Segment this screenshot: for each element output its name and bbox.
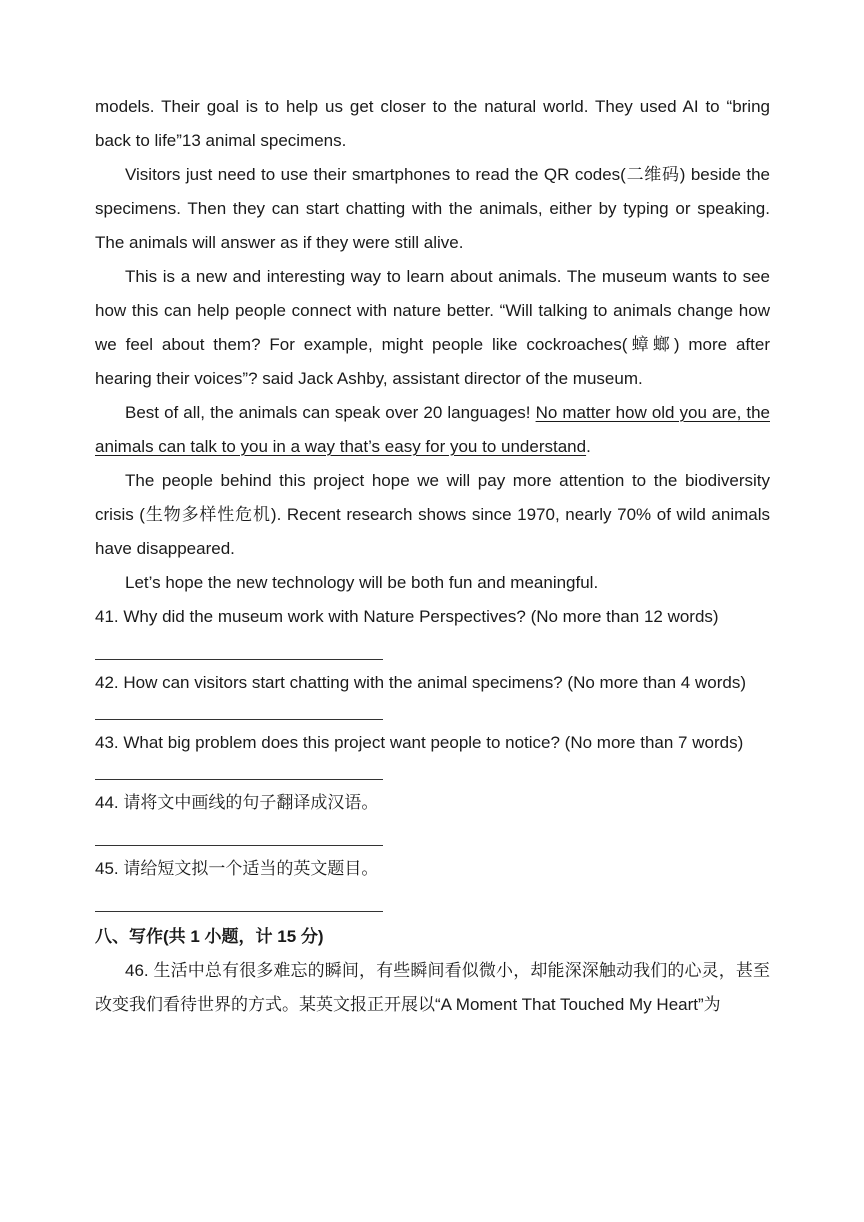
passage-paragraph-1: Visitors just need to use their smartphones to read the QR codes(二维码) beside the specimens. Then they can start chatting with the animals, either by typing or speaking. The animals will answer as if they were still alive. xyxy=(95,165,770,252)
paragraph-3-lead: Best of all, the animals can speak over 20 languages! xyxy=(125,403,536,422)
writing-prompt: 46. 生活中总有很多难忘的瞬间，有些瞬间看似微小，却能深深触动我们的心灵，甚至改变我们看待世界的方式。某英文报正开展以“A Moment That Touched My Heart”为 xyxy=(95,961,770,1014)
answer-line-45[interactable] xyxy=(95,911,383,912)
passage-paragraph-0: models. Their goal is to help us get closer to the natural world. They used AI to “bring back to life”13 animal specimens. xyxy=(95,97,770,150)
answer-line-43[interactable] xyxy=(95,779,383,780)
writing-section-heading: 八、写作(共 1 小题，计 15 分) xyxy=(95,927,324,946)
passage-paragraph-5: Let’s hope the new technology will be both fun and meaningful. xyxy=(125,573,599,592)
question-45: 45. 请给短文拟一个适当的英文题目。 xyxy=(95,859,379,878)
passage-paragraph-2: This is a new and interesting way to learn about animals. The museum wants to see how this can help people connect with nature better. “Will talking to animals change how we feel about them? For example, might people like cockroaches(蟑螂) more after hearing their voices”? said Jack Ashby, assistant director of the museum. xyxy=(95,267,770,388)
passage-paragraph-3 xyxy=(95,396,770,464)
answer-line-44[interactable] xyxy=(95,845,383,846)
passage-paragraph-4: The people behind this project hope we will pay more attention to the biodiversity crisis (生物多样性危机). Recent research shows since 1970, nearly 70% of wild animals have disappeared. xyxy=(95,471,770,558)
answer-line-41[interactable] xyxy=(95,659,383,660)
answer-line-42[interactable] xyxy=(95,719,383,720)
question-44: 44. 请将文中画线的句子翻译成汉语。 xyxy=(95,793,379,812)
question-42: 42. How can visitors start chatting with the animal specimens? (No more than 4 words) xyxy=(95,673,746,692)
question-43: 43. What big problem does this project want people to notice? (No more than 7 words) xyxy=(95,733,744,752)
underlined-sentence: No matter how old you are, the animals can talk to you in a way that’s easy for you to understand xyxy=(95,403,770,456)
exam-page xyxy=(95,90,770,1022)
paragraph-3-end: . xyxy=(586,437,591,456)
question-41: 41. Why did the museum work with Nature Perspectives? (No more than 12 words) xyxy=(95,607,719,626)
